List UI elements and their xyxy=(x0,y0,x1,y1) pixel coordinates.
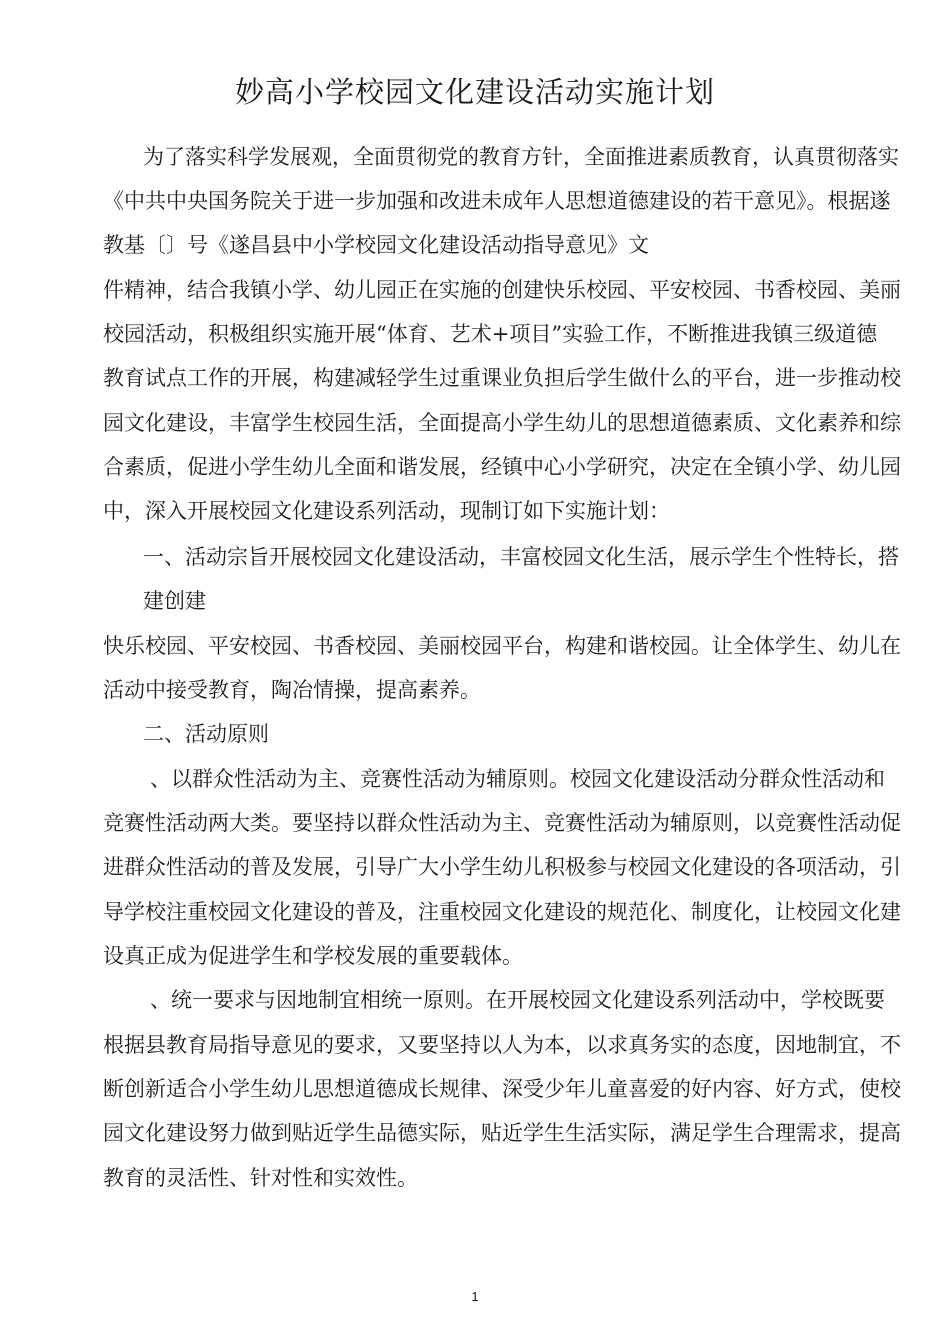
paragraph-line: 《中共中央国务院关于进一步加强和改进未成年人思想道德建设的若干意见》。根据遂 xyxy=(103,189,891,213)
paragraph-line: 断创新适合小学生幼儿思想道德成长规律、深受少年儿童喜爱的好内容、好方式，使校 xyxy=(103,1077,901,1101)
paragraph-line: 教基〔〕号《遂昌县中小学校园文化建设活动指导意见》文 xyxy=(103,233,649,257)
paragraph-line: 园文化建设努力做到贴近学生品德实际，贴近学生生活实际，满足学生合理需求，提高 xyxy=(103,1121,901,1145)
paragraph-line: 中，深入开展校园文化建设系列活动，现制订如下实施计划： xyxy=(103,499,670,523)
section-heading: 二、活动原则 xyxy=(143,722,269,746)
paragraph-line: 活动中接受教育，陶冶情操，提高素养。 xyxy=(103,678,481,702)
page-number: 1 xyxy=(471,1289,479,1304)
paragraph-line: 竞赛性活动两大类。要坚持以群众性活动为主、竞赛性活动为辅原则，以竞赛性活动促 xyxy=(103,811,901,835)
paragraph-line: 导学校注重校园文化建设的普及，注重校园文化建设的规范化、制度化，让校园文化建 xyxy=(103,900,901,924)
paragraph-line: 建创建 xyxy=(143,589,206,613)
section-heading-line: 一、活动宗旨开展校园文化建设活动，丰富校园文化生活，展示学生个性特长，搭 xyxy=(143,545,899,569)
paragraph-line: 根据县教育局指导意见的要求，又要坚持以人为本，以求真务实的态度，因地制宜，不 xyxy=(103,1033,901,1057)
paragraph-line: 校园活动，积极组织实施开展“体育、艺术+项目”实验工作，不断推进我镇三级道德 xyxy=(103,322,878,346)
paragraph-line: 园文化建设，丰富学生校园生活，全面提高小学生幼儿的思想道德素质、文化素养和综 xyxy=(103,411,901,435)
paragraph-line: 进群众性活动的普及发展，引导广大小学生幼儿积极参与校园文化建设的各项活动，引 xyxy=(103,855,901,879)
paragraph-line: 为了落实科学发展观，全面贯彻党的教育方针，全面推进素质教育，认真贯彻落实 xyxy=(143,145,899,169)
paragraph-line: 件精神，结合我镇小学、幼儿园正在实施的创建快乐校园、平安校园、书香校园、美丽 xyxy=(103,278,901,302)
paragraph-line: 教育试点工作的开展，构建减轻学生过重课业负担后学生做什么的平台，进一步推动校 xyxy=(103,366,901,390)
paragraph-line: 合素质，促进小学生幼儿全面和谐发展，经镇中心小学研究，决定在全镇小学、幼儿园 xyxy=(103,455,901,479)
paragraph-line: 教育的灵活性、针对性和实效性。 xyxy=(103,1166,418,1190)
document-title: 妙高小学校园文化建设活动实施计划 xyxy=(234,75,715,109)
paragraph-line: 、以群众性活动为主、竞赛性活动为辅原则。校园文化建设活动分群众性活动和 xyxy=(150,767,885,791)
paragraph-line: 快乐校园、平安校园、书香校园、美丽校园平台，构建和谐校园。让全体学生、幼儿在 xyxy=(103,634,901,658)
paragraph-line: 设真正成为促进学生和学校发展的重要载体。 xyxy=(103,944,523,968)
paragraph-line: 、统一要求与因地制宜相统一原则。在开展校园文化建设系列活动中，学校既要 xyxy=(150,988,885,1012)
